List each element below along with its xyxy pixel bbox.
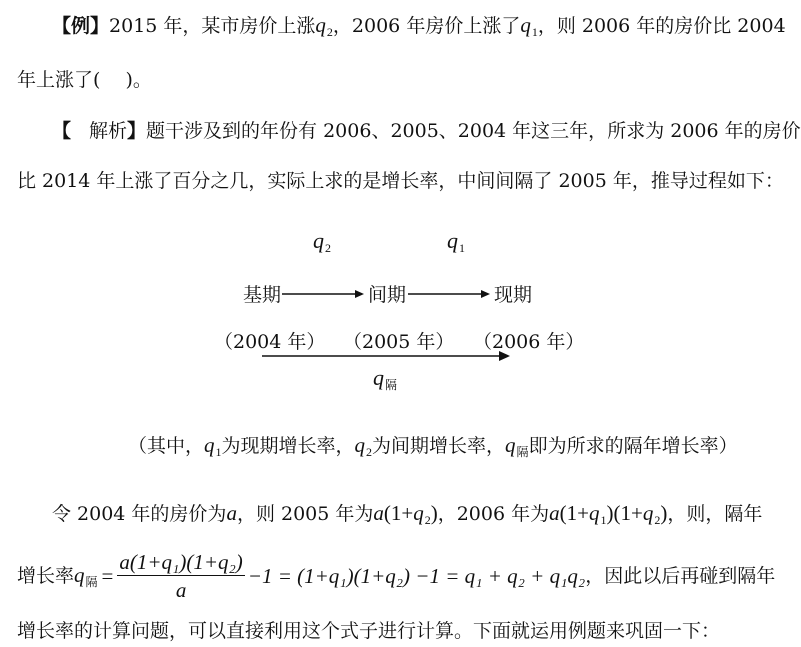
formula-line-1 (52, 503, 762, 526)
formula-tail: ，因此以后再碰到隔年 (585, 565, 776, 588)
note-text-c: 为间期增长率， (372, 435, 506, 457)
formula-line-3: 增长率的计算问题，可以直接利用这个式子进行计算。下面就运用例题来巩固一下： (17, 620, 721, 642)
note-text-a: （其中， (128, 435, 205, 457)
diagram-year-current: （2006 年） (473, 331, 585, 353)
diagram-year-base: （2004 年） (214, 331, 326, 353)
example-text-a: 2015 年，某市房价上涨 (109, 15, 316, 37)
note-text-b: 为现期增长率， (221, 435, 355, 457)
analysis-title: 解析 (89, 120, 128, 142)
formula-let-a: 令 2004 年的房价为 (52, 503, 227, 525)
formula-q-gap: $q_隔$ (74, 563, 98, 590)
note-q2: $q_2$ (354, 433, 373, 459)
expr-2005: $a(1+q_2)$ (373, 501, 438, 527)
analysis-bracket-open: 【 (52, 120, 72, 142)
diagram-current-period: 现期 (494, 284, 533, 306)
diagram-q1: $q_1$ (447, 228, 465, 255)
example-text-b: ，2006 年房价上涨了 (332, 15, 521, 37)
formula-let-c: ，2006 年为 (437, 503, 550, 525)
analysis-bracket-close: 】 (127, 120, 147, 142)
fraction (117, 552, 244, 601)
note-q1: $q_1$ (204, 433, 222, 459)
example-label: 【例】 (52, 15, 110, 37)
diagram-middle-period: 间期 (368, 284, 407, 306)
var-a-1: a (226, 501, 237, 525)
formula-rest: −1 = (1+q₁)(1+q₂) −1 = q₁ + q₂ + q₁q₂ (247, 564, 586, 589)
math-q1: $q_1$ (520, 13, 538, 39)
note-q-gap: $q_隔$ (505, 433, 529, 459)
fraction-denominator: a (175, 578, 187, 603)
example-text-c: ，则 2006 年的房价比 2004 (537, 15, 786, 37)
rate-label: 增长率 (17, 565, 75, 588)
arrow-head-1 (355, 290, 364, 298)
diagram-year-middle: （2005 年） (343, 331, 455, 353)
diagram-q2: $q_2$ (313, 228, 331, 255)
formula-let-d: ，则，隔年 (667, 503, 763, 525)
diagram-base-period: 基期 (243, 284, 282, 306)
note-text-d: 即为所求的隔年增长率） (528, 435, 738, 457)
expr-2006: $a(1+q_1)(1+q_2)$ (549, 501, 668, 527)
formula-let-b: ，则 2005 年为 (236, 503, 374, 525)
analysis-text-1: 题干涉及到的年份有 2006、2005、2004 年这三年，所求为 2006 年的房价 (146, 120, 801, 142)
note-line (128, 435, 738, 458)
example-line-2: 年上涨了( )。 (17, 69, 152, 91)
analysis-line-2: 比 2014 年上涨了百分之几，实际上求的是增长率，中间间隔了 2005 年，推导过程如下： (17, 170, 784, 192)
fraction-numerator: a(1+q₁)(1+q₂) (119, 550, 243, 574)
formula-line-2 (17, 552, 775, 601)
diagram-q-gap: $q_隔$ (373, 365, 398, 392)
equals-sign: = (101, 564, 114, 589)
arrow-head-2 (481, 290, 490, 298)
math-q2: $q_2$ (315, 13, 333, 39)
